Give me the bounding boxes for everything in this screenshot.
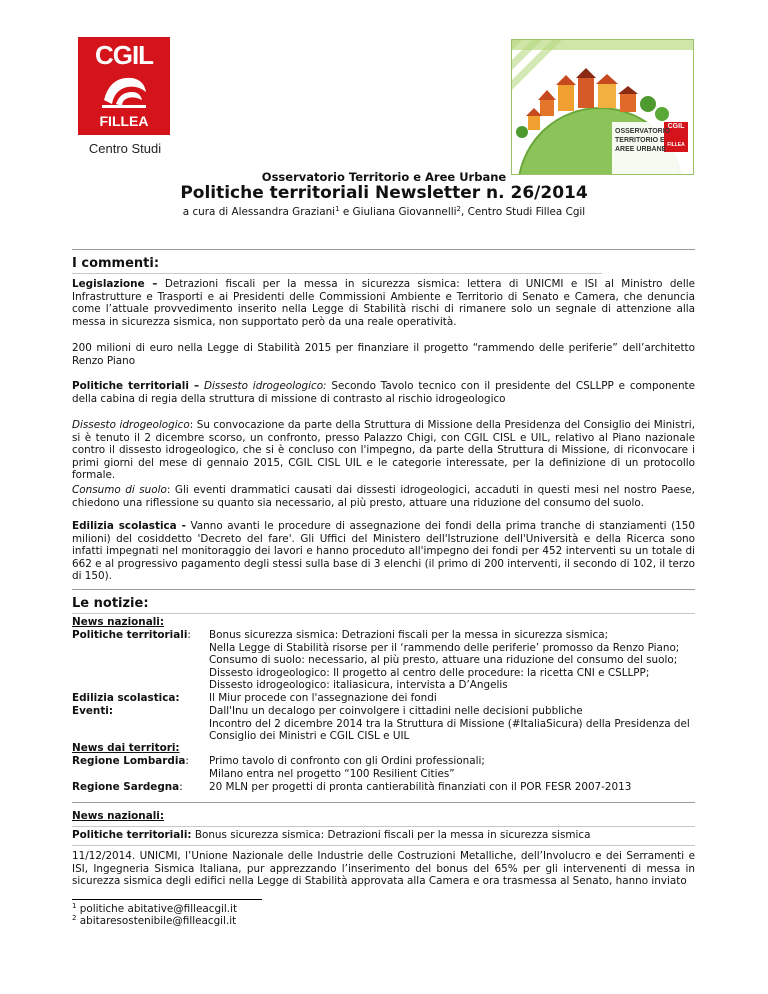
edilizia-label: Edilizia scolastica: [72, 692, 180, 704]
byline-author-2: e Giuliana Giovannelli [339, 206, 457, 218]
label-colon: : [185, 755, 189, 767]
lombardia-label [72, 755, 202, 768]
logo-top-text: CGIL [94, 40, 154, 70]
footnote-2 [72, 915, 236, 928]
divider [72, 589, 695, 590]
lombardia-label-text: Regione Lombardia [72, 755, 186, 767]
badge-line-3: AREE URBANE [615, 146, 667, 153]
footnote-separator [72, 899, 262, 900]
article-label: Politiche territoriali: [72, 829, 192, 841]
article-section-heading: News nazionali: [72, 810, 164, 822]
divider [72, 845, 695, 846]
commenti-heading: I commenti: [72, 256, 160, 271]
paragraph-text: Secondo Tavolo tecnico con il presidente del CSLLPP e componente della cabina di regia della struttura di missione di contrasto al rischio idrogeologico [72, 380, 695, 405]
article-headline [72, 829, 695, 842]
divider [72, 249, 695, 250]
logo-bottom-text: FILLEA [99, 113, 149, 129]
logo-caption: Centro Studi [88, 141, 162, 156]
paragraph-label: Legislazione – [72, 278, 158, 290]
observatory-badge-text [615, 127, 670, 154]
list-item[interactable]: Nella Legge di Stabilità risorse per il ‘rammendo delle periferie’ promosso da Renzo Piano; [209, 641, 680, 654]
commenti-paragraph-dissesto [72, 419, 695, 482]
byline-author-1: a cura di Alessandra Graziani [182, 206, 336, 218]
notizie-heading: Le notizie: [72, 596, 149, 611]
byline-org: , Centro Studi Fillea Cgil [460, 206, 586, 218]
lombardia-list [209, 755, 699, 780]
eventi-list [209, 705, 699, 743]
footnote-ref-1[interactable]: 1 [335, 205, 340, 213]
news-nazionali-heading: News nazionali: [72, 616, 164, 628]
footnote-email[interactable]: politiche abitative@filleacgil.it [79, 903, 238, 915]
badge-line-2: TERRITORIO E [615, 137, 665, 144]
paragraph-topic: Consumo di suolo [72, 484, 167, 496]
footnote-number: 2 [72, 914, 77, 922]
commenti-paragraph-edilizia [72, 520, 695, 583]
sardegna-label-text: Regione Sardegna [72, 781, 180, 793]
politiche-label [72, 629, 202, 642]
politiche-list [209, 629, 699, 692]
badge-small-logo-top: CGIL [667, 123, 685, 130]
eventi-label: Eventi: [72, 705, 113, 717]
footnote-ref-2[interactable]: 2 [456, 205, 461, 213]
list-item[interactable]: Consumo di suolo: necessario, al più presto, attuare una riduzione del consumo del suolo; [209, 654, 678, 667]
logo-emblem-icon [96, 70, 152, 110]
paragraph-topic: Dissesto idrogeologico [72, 419, 190, 431]
list-item[interactable]: Dall'Inu un decalogo per coinvolgere i cittadini nelle decisioni pubbliche [209, 705, 583, 717]
divider [72, 802, 695, 803]
footnote-number: 1 [72, 902, 77, 910]
footnote-email[interactable]: abitaresostenibile@filleacgil.it [79, 915, 237, 927]
list-item[interactable]: 20 MLN per progetti di pronta cantierabilità finanziati con il POR FESR 2007-2013 [209, 781, 632, 793]
newsletter-subtitle: Osservatorio Territorio e Aree Urbane [261, 170, 507, 184]
article-title: Bonus sicurezza sismica: Detrazioni fiscali per la messa in sicurezza sismica [191, 829, 591, 841]
commenti-paragraph-legislazione [72, 278, 695, 328]
list-item[interactable]: Dissesto idrogeologico: Il progetto al centro delle procedure: la ricetta CNI e CSLLPP; [209, 666, 650, 679]
paragraph-text: : Su convocazione da parte della Struttura di Missione della Presidenza del Consiglio dei Ministri, si è tenuto il 2 dicembre scorso, un confronto, presso Palazzo Chigi, con CGIL CISL e UIL, relativo al Piano nazionale contro il dissesto idrogeologico, che si è concluso con l'impegno, da parte della Struttura di Missione, di riconvocare i primi giorni del mese di gennaio 2015, CGIL CISL UIL e le categorie interessate, per la definizione di un protocollo formale. [72, 419, 695, 482]
sardegna-label [72, 781, 202, 794]
politiche-label-text: Politiche territoriali [72, 629, 188, 641]
news-territori-label [72, 742, 202, 755]
list-item[interactable]: Incontro del 2 dicembre 2014 tra la Struttura di Missione (#ItaliaSicura) della Presidenza del Consiglio dei Ministri e CGIL CISL e UIL [209, 717, 690, 743]
newsletter-title: Politiche territoriali Newsletter n. 26/2014 [180, 183, 588, 203]
commenti-paragraph-consumo [72, 484, 695, 509]
article-body: 11/12/2014. UNICMI, l’Unione Nazionale delle Industrie delle Costruzioni Metalliche, dell’Involucro e dei Serramenti e ISI, Ingegneria Sismica Italiana, pur apprezzando l’inserimento del bonus del 65% per gli intervenenti di messa in sicurezza sismica degli edifici nella Legge di Stabilità approvata alla Camera e ora trasmessa al Senato, hanno inviato [72, 850, 695, 888]
paragraph-text: : Gli eventi drammatici causati dai dissesti idrogeologici, accaduti in questi mesi nel nostro Paese, chiedono una riflessione su quanto sia necessario, al più presto, attuare una riduzione del consumo del suolo. [72, 484, 695, 509]
byline [0, 206, 768, 219]
news-territori-heading: News dai territori: [72, 742, 180, 754]
paragraph-label: Politiche territoriali – [72, 380, 200, 392]
label-colon: : [179, 781, 183, 793]
commenti-paragraph-periferie: 200 milioni di euro nella Legge di Stabilità 2015 per finanziare il progetto “rammendo delle periferie” dell’architetto Renzo Piano [72, 342, 695, 367]
badge-small-logo-bottom: FILLEA [667, 142, 685, 148]
label-colon: : [187, 629, 191, 641]
list-item[interactable]: Il Miur procede con l'assegnazione dei fondi [209, 692, 437, 704]
paragraph-text: Vanno avanti le procedure di assegnazione dei fondi della prima tranche di stanziamenti (150 milioni) del cosiddetto 'Decreto del fare'. Gli Uffici del Ministero dell'Istruzione dell'Università e della Ricerca sono infatti impegnati nel monitoraggio dei lavori e hanno proceduto all'impegno dei fondi per 452 interventi su un totale di 662 e al progressivo pagamento degli stessi sulla base di 3 elenchi (il primo di 200 interventi, il secondo di 102, il terzo di 150). [72, 520, 695, 583]
list-item[interactable]: Primo tavolo di confronto con gli Ordini professionali; [209, 755, 485, 767]
paragraph-topic: Dissesto idrogeologico: [199, 380, 327, 392]
divider [72, 613, 695, 614]
paragraph-text: Detrazioni fiscali per la messa in sicurezza sismica: lettera di UNICMI e ISI al Ministro delle Infrastrutture e Trasporti e ai Presidenti delle Commissioni Ambiente e Territorio di Senato e Camera, che denuncia come l’attuale provvedimento inserito nella Legge di Stabilità rischi di rimanere solo un segnale di attenzione alla messa in sicurezza sismica, non supportato però da una reale operatività. [72, 278, 695, 328]
observatory-illustration [511, 39, 694, 175]
divider [72, 826, 695, 827]
cgil-fillea-logo [78, 37, 170, 135]
list-item[interactable]: Bonus sicurezza sismica: Detrazioni fiscali per la messa in sicurezza sismica; [209, 629, 609, 641]
list-item[interactable]: Milano entra nel progetto “100 Resilient Cities” [209, 767, 455, 780]
article-section [72, 810, 202, 823]
badge-line-1: OSSERVATORIO [615, 128, 671, 135]
divider [72, 273, 602, 274]
news-nazionali-label [72, 616, 202, 629]
commenti-paragraph-politiche [72, 380, 695, 405]
list-item[interactable]: Dissesto idrogeologico: italiasicura, intervista a D’Angelis [209, 679, 508, 692]
paragraph-label: Edilizia scolastica - [72, 520, 186, 532]
